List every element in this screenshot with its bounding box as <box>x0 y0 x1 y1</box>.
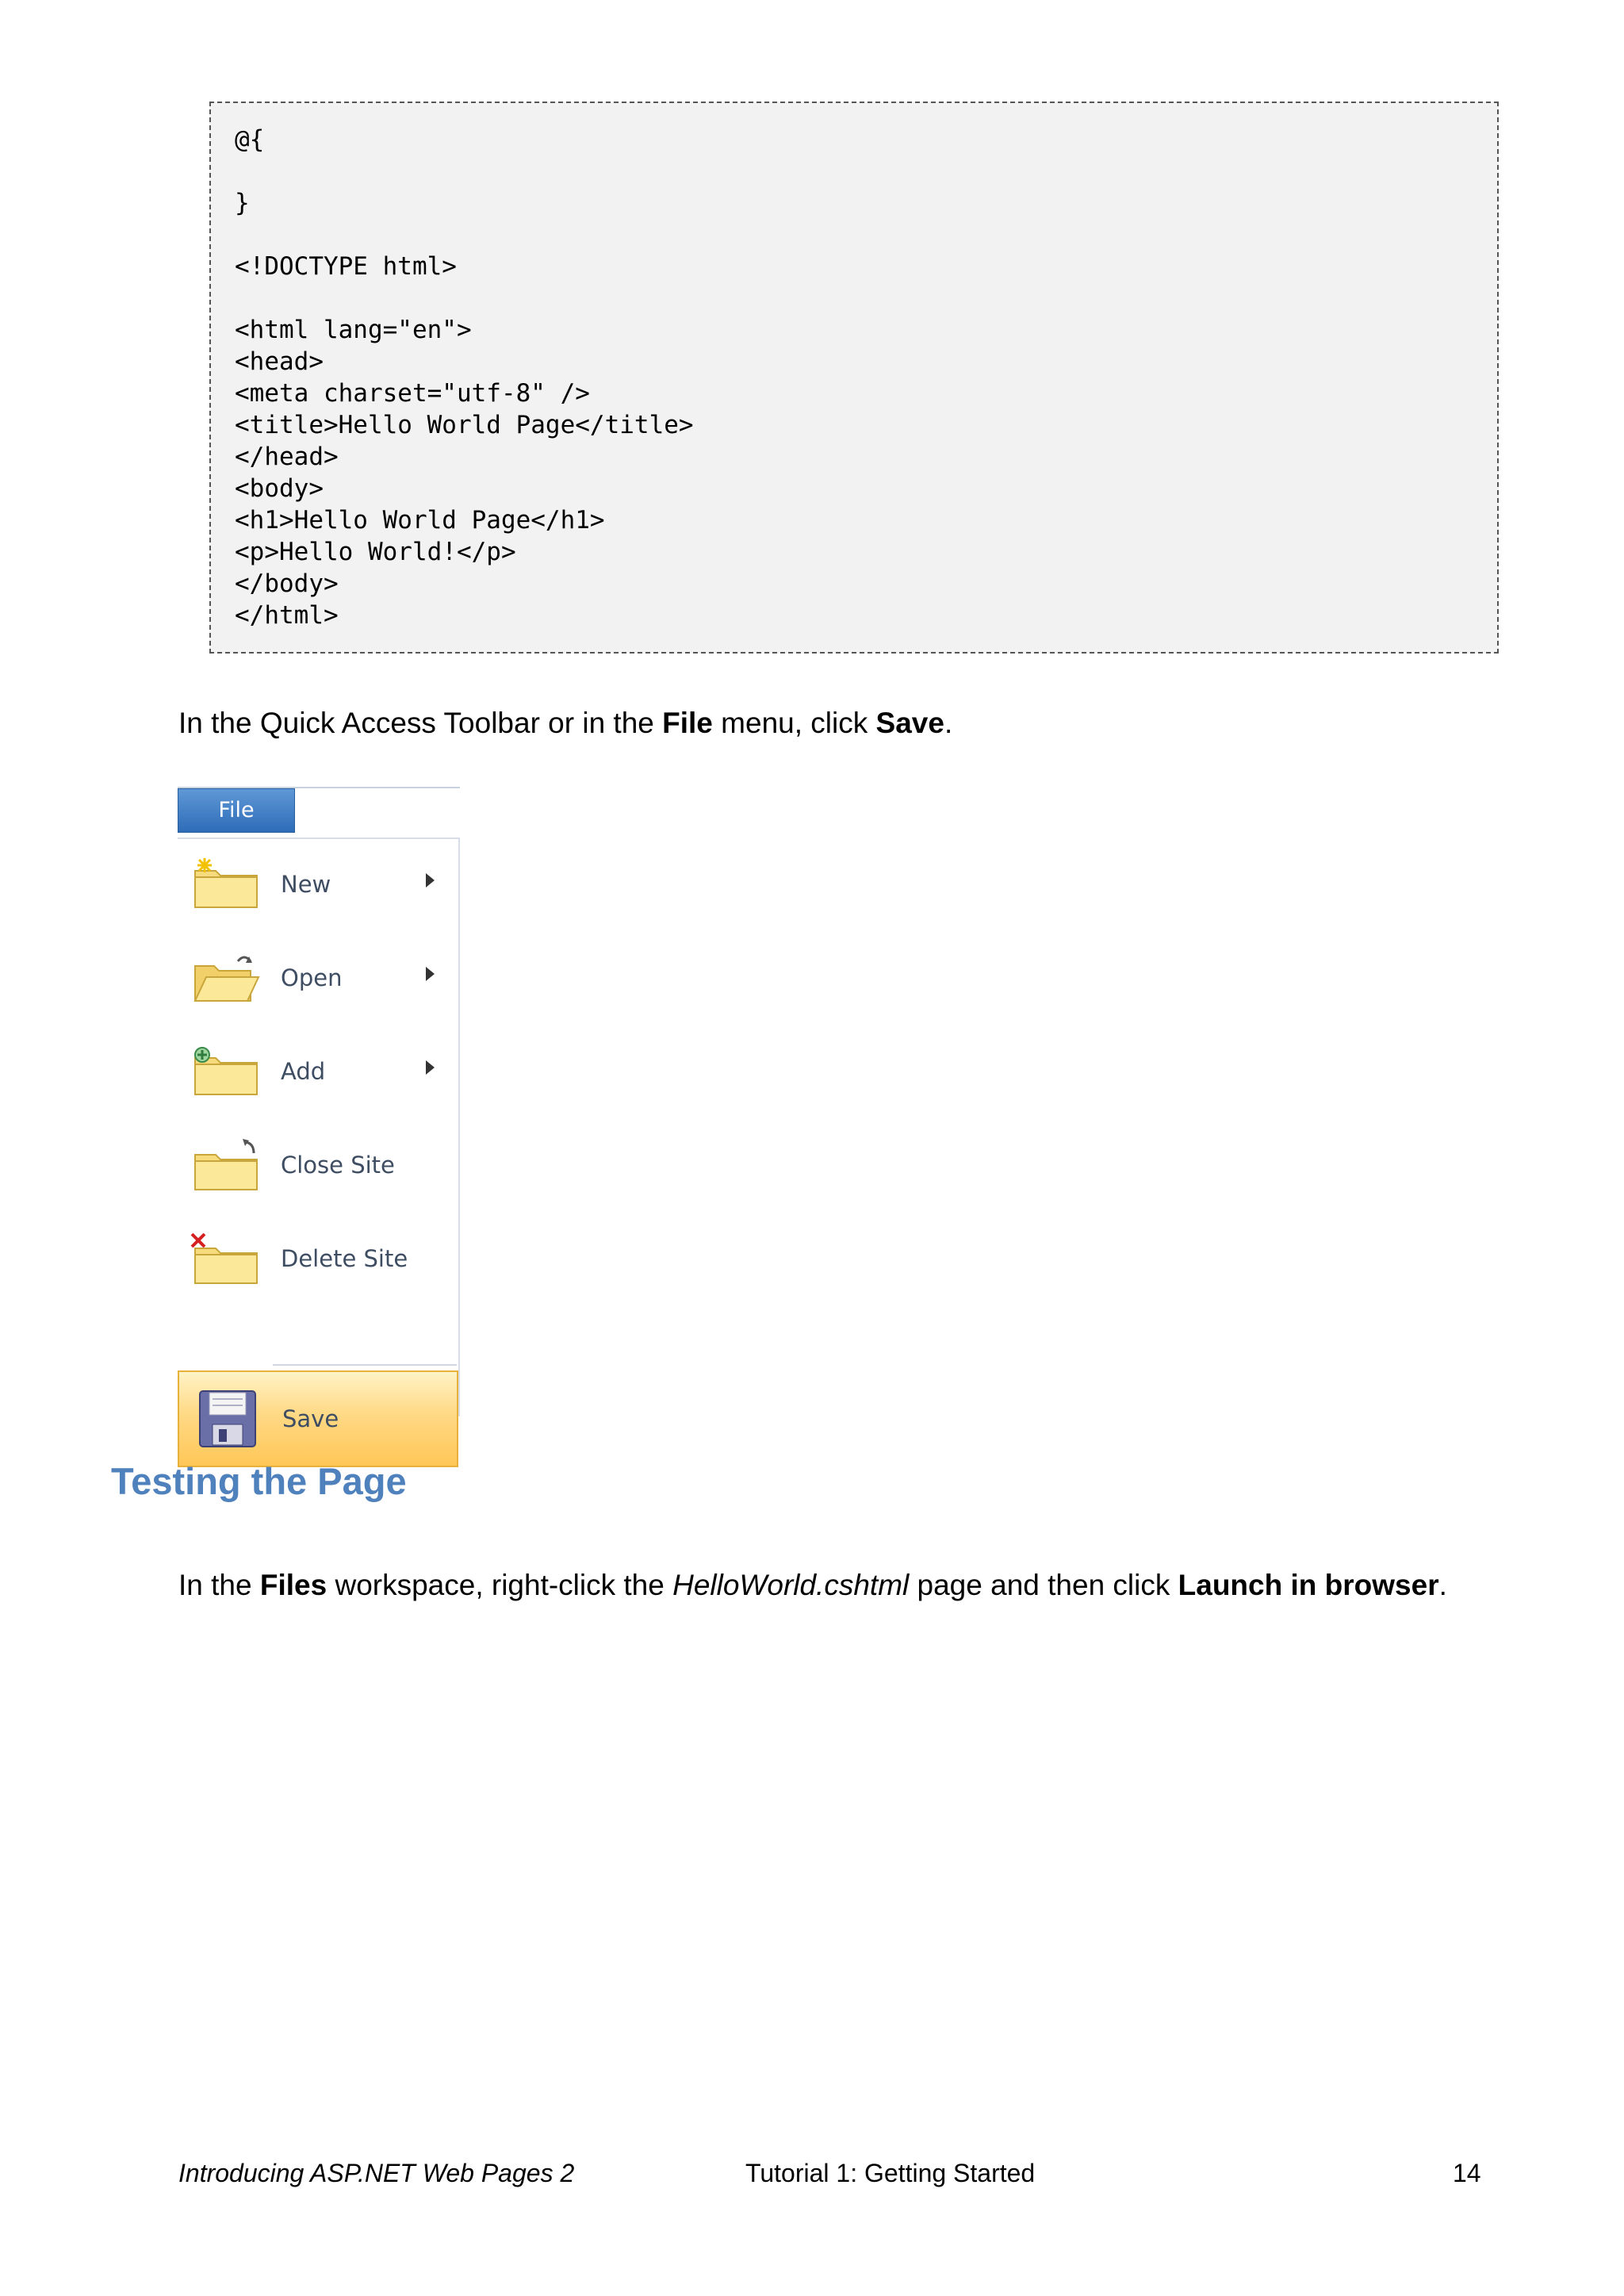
submenu-arrow-icon <box>426 873 435 887</box>
instruction-italic-filename: HelloWorld.cshtml <box>672 1569 910 1601</box>
menu-item-open[interactable] <box>178 933 458 1026</box>
open-folder-icon <box>190 950 262 1007</box>
instruction-text: . <box>944 707 953 739</box>
instruction-bold-save: Save <box>875 707 944 739</box>
add-folder-icon <box>190 1044 262 1101</box>
instruction-text: In the Quick Access Toolbar or in the <box>178 707 663 739</box>
instruction-text: page and then click <box>909 1569 1178 1601</box>
instruction-save <box>178 704 952 742</box>
instruction-text: . <box>1438 1569 1447 1601</box>
instruction-text: In the <box>178 1569 260 1601</box>
code-line: <body> <box>235 474 324 503</box>
new-folder-icon <box>190 857 262 914</box>
code-line: <p>Hello World!</p> <box>235 538 516 566</box>
code-line: <head> <box>235 347 324 376</box>
footer-book-title: Introducing ASP.NET Web Pages 2 <box>178 2159 575 2187</box>
code-line: <!DOCTYPE html> <box>235 252 457 281</box>
floppy-disk-icon <box>197 1388 259 1450</box>
menu-item-label: New <box>281 871 331 898</box>
menu-item-label: Close Site <box>281 1152 395 1179</box>
menu-item-delete-site[interactable] <box>178 1213 458 1307</box>
menu-item-close-site[interactable] <box>178 1120 458 1213</box>
delete-site-icon <box>190 1231 262 1288</box>
instruction-bold-file: File <box>662 707 713 739</box>
code-line: </html> <box>235 601 339 630</box>
submenu-arrow-icon <box>426 1060 435 1075</box>
code-line: <html lang="en"> <box>235 316 472 344</box>
close-site-icon <box>190 1137 262 1194</box>
menu-item-new[interactable] <box>178 839 458 933</box>
menu-separator <box>273 1364 457 1366</box>
code-line: </head> <box>235 443 339 471</box>
code-line: <title>Hello World Page</title> <box>235 411 694 439</box>
file-menu-body <box>178 838 460 1432</box>
instruction-test <box>178 1566 1447 1604</box>
code-line: <h1>Hello World Page</h1> <box>235 506 605 535</box>
submenu-arrow-icon <box>426 967 435 981</box>
footer-page-number: 14 <box>1453 2159 1481 2187</box>
file-menu-screenshot <box>178 785 460 1432</box>
code-sample-box <box>209 102 1499 654</box>
menu-item-label: Open <box>281 964 343 991</box>
code-line: } <box>235 189 250 217</box>
code-line: <meta charset="utf-8" /> <box>235 379 590 408</box>
file-tab[interactable]: File <box>178 788 295 833</box>
menu-item-save[interactable] <box>178 1370 458 1467</box>
menu-item-label: Save <box>282 1405 339 1432</box>
instruction-bold-launch: Launch in browser <box>1178 1569 1439 1601</box>
section-heading: Testing the Page <box>111 1460 407 1502</box>
menu-item-label: Delete Site <box>281 1245 408 1272</box>
instruction-bold-files: Files <box>259 1569 327 1601</box>
code-line: </body> <box>235 569 339 598</box>
menu-item-add[interactable] <box>178 1026 458 1120</box>
instruction-text: menu, click <box>712 707 876 739</box>
footer-chapter: Tutorial 1: Getting Started <box>745 2159 1036 2187</box>
instruction-text: workspace, right-click the <box>327 1569 673 1601</box>
menu-item-label: Add <box>281 1058 326 1085</box>
code-line: @{ <box>235 125 265 154</box>
